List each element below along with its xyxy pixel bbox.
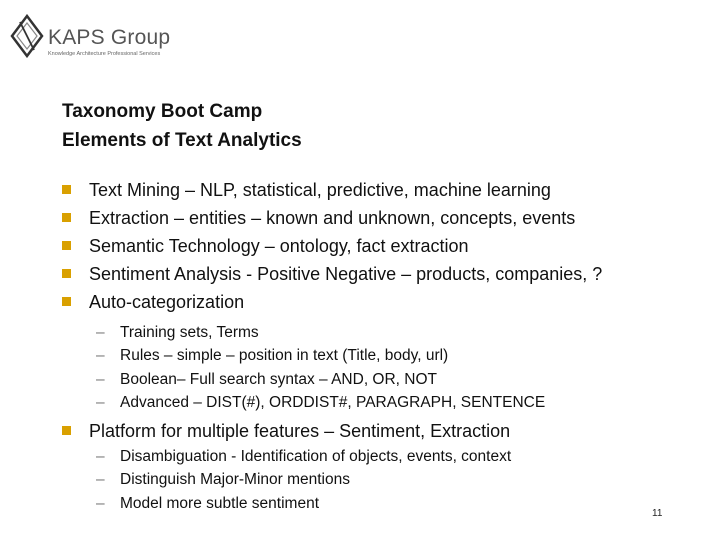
sub-bullet-item — [62, 445, 702, 468]
bullet-item — [62, 232, 702, 260]
sub-bullet-text: Boolean– Full search syntax – AND, OR, NOT — [120, 370, 438, 388]
bullet-item — [62, 417, 702, 445]
title-line-1: Taxonomy Boot Camp — [62, 101, 263, 122]
bullet-text: Auto-categorization — [89, 292, 245, 312]
logo-brand-text: KAPS Group — [48, 26, 171, 49]
page-number: 11 — [652, 508, 663, 519]
bullet-text: Semantic Technology – ontology, fact extraction — [89, 236, 469, 256]
sub-bullet-text: Distinguish Major-Minor mentions — [120, 471, 350, 489]
dash-bullet-icon: – — [96, 393, 105, 411]
dash-bullet-icon: – — [96, 471, 105, 489]
sub-bullet-text: Training sets, Terms — [120, 324, 259, 341]
square-bullet-icon — [62, 241, 71, 250]
diamond-logo-icon — [10, 14, 44, 58]
logo-tagline: Knowledge Architecture Professional Services — [48, 51, 161, 57]
sub-bullet-text: Advanced – DIST(#), ORDDIST#, PARAGRAPH, SENTENCE — [120, 393, 546, 411]
square-bullet-icon — [62, 269, 71, 278]
bullet-item — [62, 176, 702, 204]
slide-title — [62, 97, 302, 155]
dash-bullet-icon: – — [96, 347, 105, 365]
dash-bullet-icon: – — [96, 448, 105, 466]
sub-bullet-item — [62, 321, 702, 344]
bullet-text: Platform for multiple features – Sentiment, Extraction — [89, 421, 511, 442]
sub-bullet-item — [62, 391, 702, 414]
dash-bullet-icon: – — [96, 370, 105, 388]
sub-bullet-item — [62, 468, 702, 491]
dash-bullet-icon: – — [96, 494, 105, 512]
bullet-item — [62, 288, 702, 316]
bullet-text: Text Mining – NLP, statistical, predictive, machine learning — [89, 180, 551, 200]
bullet-item — [62, 260, 702, 288]
square-bullet-icon — [62, 426, 71, 435]
dash-bullet-icon: – — [96, 324, 105, 341]
bullet-item — [62, 204, 702, 232]
square-bullet-icon — [62, 185, 71, 194]
square-bullet-icon — [62, 213, 71, 222]
sub-bullet-item — [62, 344, 702, 367]
sub-bullet-text: Disambiguation - Identification of objects, events, context — [120, 448, 512, 466]
bullet-text: Extraction – entities – known and unknown, concepts, events — [89, 208, 576, 228]
square-bullet-icon — [62, 297, 71, 306]
kaps-group-logo — [10, 14, 171, 62]
sub-bullet-item — [62, 368, 702, 391]
sub-bullet-item — [62, 492, 702, 515]
bullet-list — [62, 176, 702, 515]
title-line-2: Elements of Text Analytics — [62, 130, 302, 151]
sub-bullet-text: Rules – simple – position in text (Title, body, url) — [120, 347, 449, 365]
bullet-text: Sentiment Analysis - Positive Negative – products, companies, ? — [89, 264, 603, 284]
sub-bullet-text: Model more subtle sentiment — [120, 494, 320, 512]
